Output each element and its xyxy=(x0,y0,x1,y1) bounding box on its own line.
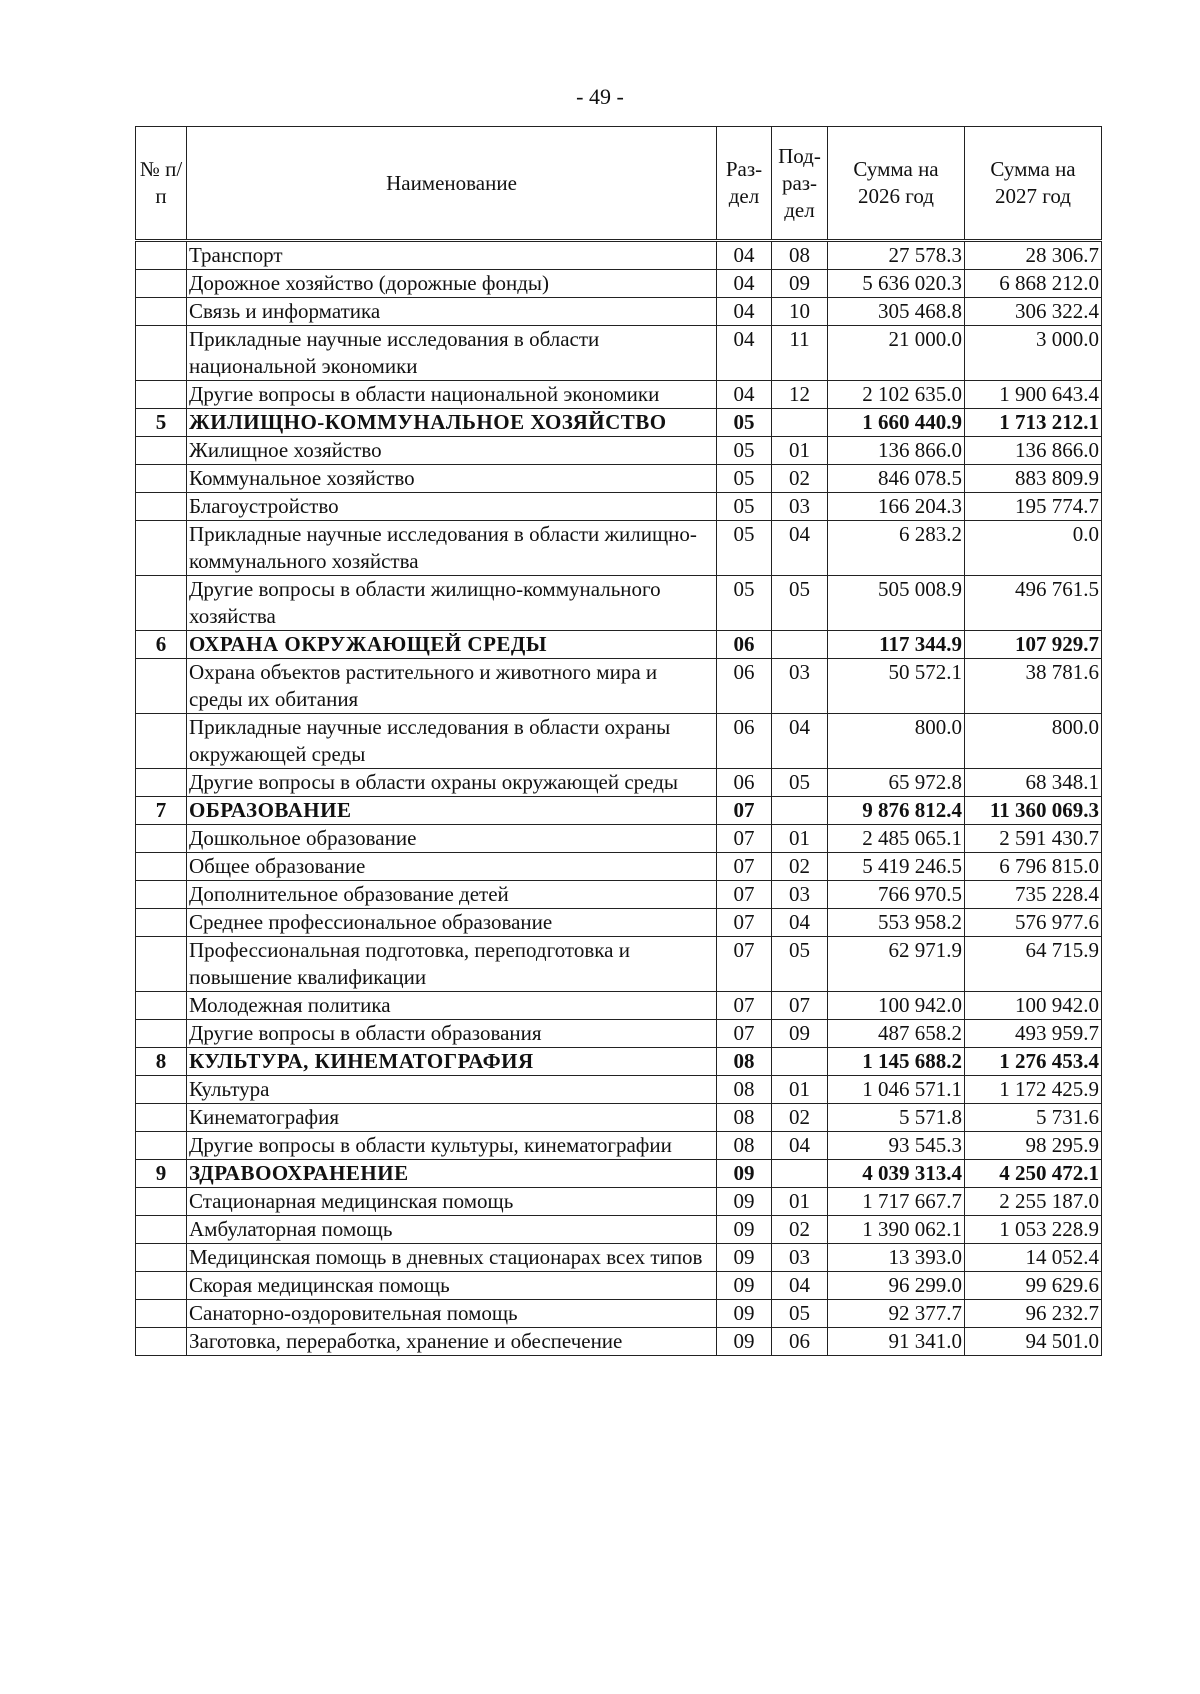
row-sum-2026: 27 578.3 xyxy=(828,241,965,270)
row-razdel: 09 xyxy=(717,1188,772,1216)
row-sum-2026: 1 717 667.7 xyxy=(828,1188,965,1216)
row-razdel: 07 xyxy=(717,825,772,853)
row-name: Дошкольное образование xyxy=(187,825,717,853)
row-razdel: 09 xyxy=(717,1272,772,1300)
row-number xyxy=(136,881,187,909)
row-name: Другие вопросы в области жилищно-коммунального хозяйства xyxy=(187,576,717,631)
row-sum-2026: 100 942.0 xyxy=(828,992,965,1020)
row-sum-2026: 5 571.8 xyxy=(828,1104,965,1132)
row-number xyxy=(136,1132,187,1160)
row-name: Скорая медицинская помощь xyxy=(187,1272,717,1300)
row-sum-2027: 883 809.9 xyxy=(965,465,1102,493)
row-podrazdel: 04 xyxy=(772,909,828,937)
row-name: Прикладные научные исследования в области жилищно-коммунального хозяйства xyxy=(187,521,717,576)
table-row xyxy=(136,1188,1102,1216)
row-name: Другие вопросы в области культуры, кинематографии xyxy=(187,1132,717,1160)
row-razdel: 09 xyxy=(717,1160,772,1188)
table-row xyxy=(136,1076,1102,1104)
row-podrazdel: 02 xyxy=(772,1216,828,1244)
row-number xyxy=(136,825,187,853)
row-sum-2026: 9 876 812.4 xyxy=(828,797,965,825)
row-sum-2026: 93 545.3 xyxy=(828,1132,965,1160)
row-sum-2027: 99 629.6 xyxy=(965,1272,1102,1300)
table-row xyxy=(136,437,1102,465)
row-sum-2027: 136 866.0 xyxy=(965,437,1102,465)
row-podrazdel: 10 xyxy=(772,298,828,326)
header-name: Наименование xyxy=(187,127,717,241)
row-sum-2027: 100 942.0 xyxy=(965,992,1102,1020)
row-sum-2026: 166 204.3 xyxy=(828,493,965,521)
table-row xyxy=(136,825,1102,853)
table-row xyxy=(136,521,1102,576)
row-number xyxy=(136,769,187,797)
row-number: 8 xyxy=(136,1048,187,1076)
row-podrazdel xyxy=(772,1048,828,1076)
row-podrazdel: 04 xyxy=(772,714,828,769)
row-number: 6 xyxy=(136,631,187,659)
row-sum-2026: 96 299.0 xyxy=(828,1272,965,1300)
row-name: Благоустройство xyxy=(187,493,717,521)
row-podrazdel: 02 xyxy=(772,465,828,493)
row-sum-2026: 2 485 065.1 xyxy=(828,825,965,853)
table-row xyxy=(136,937,1102,992)
row-number xyxy=(136,1300,187,1328)
table-row xyxy=(136,270,1102,298)
row-podrazdel: 08 xyxy=(772,241,828,270)
row-razdel: 04 xyxy=(717,298,772,326)
row-sum-2027: 1 900 643.4 xyxy=(965,381,1102,409)
row-name: Медицинская помощь в дневных стационарах всех типов xyxy=(187,1244,717,1272)
row-sum-2026: 1 390 062.1 xyxy=(828,1216,965,1244)
row-sum-2026: 553 958.2 xyxy=(828,909,965,937)
row-podrazdel: 04 xyxy=(772,1132,828,1160)
row-podrazdel: 04 xyxy=(772,1272,828,1300)
row-sum-2027: 306 322.4 xyxy=(965,298,1102,326)
row-name: ОБРАЗОВАНИЕ xyxy=(187,797,717,825)
row-razdel: 05 xyxy=(717,465,772,493)
row-number: 7 xyxy=(136,797,187,825)
table-row xyxy=(136,1300,1102,1328)
row-name: Прикладные научные исследования в области национальной экономики xyxy=(187,326,717,381)
row-sum-2027: 6 868 212.0 xyxy=(965,270,1102,298)
row-razdel: 07 xyxy=(717,1020,772,1048)
row-name: Общее образование xyxy=(187,853,717,881)
row-name: Связь и информатика xyxy=(187,298,717,326)
row-razdel: 07 xyxy=(717,909,772,937)
row-number xyxy=(136,465,187,493)
row-sum-2026: 21 000.0 xyxy=(828,326,965,381)
row-sum-2026: 800.0 xyxy=(828,714,965,769)
row-name: Другие вопросы в области национальной экономики xyxy=(187,381,717,409)
row-razdel: 06 xyxy=(717,631,772,659)
row-razdel: 04 xyxy=(717,381,772,409)
row-sum-2027: 94 501.0 xyxy=(965,1328,1102,1356)
row-number xyxy=(136,714,187,769)
row-sum-2026: 1 660 440.9 xyxy=(828,409,965,437)
row-sum-2026: 487 658.2 xyxy=(828,1020,965,1048)
row-name: Культура xyxy=(187,1076,717,1104)
row-podrazdel: 02 xyxy=(772,853,828,881)
row-sum-2027: 1 276 453.4 xyxy=(965,1048,1102,1076)
row-sum-2027: 1 172 425.9 xyxy=(965,1076,1102,1104)
table-row xyxy=(136,1216,1102,1244)
row-podrazdel: 03 xyxy=(772,1244,828,1272)
row-name: Транспорт xyxy=(187,241,717,270)
row-number xyxy=(136,1272,187,1300)
table-row xyxy=(136,714,1102,769)
row-sum-2027: 6 796 815.0 xyxy=(965,853,1102,881)
row-razdel: 05 xyxy=(717,576,772,631)
row-podrazdel: 03 xyxy=(772,881,828,909)
row-podrazdel: 01 xyxy=(772,1188,828,1216)
row-number xyxy=(136,521,187,576)
row-podrazdel: 09 xyxy=(772,1020,828,1048)
table-row xyxy=(136,465,1102,493)
table-row xyxy=(136,326,1102,381)
row-sum-2026: 846 078.5 xyxy=(828,465,965,493)
row-name: Дополнительное образование детей xyxy=(187,881,717,909)
row-number xyxy=(136,1188,187,1216)
row-number xyxy=(136,659,187,714)
row-number xyxy=(136,493,187,521)
row-number xyxy=(136,1076,187,1104)
row-razdel: 07 xyxy=(717,937,772,992)
row-sum-2026: 92 377.7 xyxy=(828,1300,965,1328)
table-row xyxy=(136,853,1102,881)
row-sum-2027: 576 977.6 xyxy=(965,909,1102,937)
row-razdel: 05 xyxy=(717,521,772,576)
row-sum-2026: 1 145 688.2 xyxy=(828,1048,965,1076)
row-podrazdel: 06 xyxy=(772,1328,828,1356)
header-num: № п/п xyxy=(136,127,187,241)
row-podrazdel xyxy=(772,631,828,659)
row-sum-2026: 1 046 571.1 xyxy=(828,1076,965,1104)
row-podrazdel: 09 xyxy=(772,270,828,298)
row-sum-2026: 5 636 020.3 xyxy=(828,270,965,298)
row-number xyxy=(136,298,187,326)
row-sum-2027: 800.0 xyxy=(965,714,1102,769)
row-razdel: 06 xyxy=(717,659,772,714)
row-number xyxy=(136,437,187,465)
row-name: Молодежная политика xyxy=(187,992,717,1020)
page-number: - 49 - xyxy=(576,84,624,109)
row-name: Стационарная медицинская помощь xyxy=(187,1188,717,1216)
row-razdel: 07 xyxy=(717,797,772,825)
row-sum-2027: 195 774.7 xyxy=(965,493,1102,521)
table-row xyxy=(136,1328,1102,1356)
row-razdel: 07 xyxy=(717,881,772,909)
row-sum-2026: 65 972.8 xyxy=(828,769,965,797)
row-podrazdel: 12 xyxy=(772,381,828,409)
row-sum-2026: 117 344.9 xyxy=(828,631,965,659)
row-number xyxy=(136,1104,187,1132)
row-name: Санаторно-оздоровительная помощь xyxy=(187,1300,717,1328)
row-number xyxy=(136,241,187,270)
header-sum-2027: Сумма на 2027 год xyxy=(965,127,1102,241)
row-name: ОХРАНА ОКРУЖАЮЩЕЙ СРЕДЫ xyxy=(187,631,717,659)
row-sum-2027: 96 232.7 xyxy=(965,1300,1102,1328)
row-sum-2026: 505 008.9 xyxy=(828,576,965,631)
row-name: Коммунальное хозяйство xyxy=(187,465,717,493)
row-sum-2027: 1 053 228.9 xyxy=(965,1216,1102,1244)
table-row xyxy=(136,1020,1102,1048)
table-row xyxy=(136,493,1102,521)
table-row xyxy=(136,1272,1102,1300)
row-name: Прикладные научные исследования в области охраны окружающей среды xyxy=(187,714,717,769)
row-podrazdel: 03 xyxy=(772,493,828,521)
row-podrazdel: 01 xyxy=(772,437,828,465)
row-podrazdel: 04 xyxy=(772,521,828,576)
row-sum-2027: 735 228.4 xyxy=(965,881,1102,909)
row-sum-2027: 28 306.7 xyxy=(965,241,1102,270)
row-razdel: 04 xyxy=(717,270,772,298)
header-razdel: Раз-дел xyxy=(717,127,772,241)
row-number xyxy=(136,1216,187,1244)
table-row xyxy=(136,909,1102,937)
row-sum-2027: 98 295.9 xyxy=(965,1132,1102,1160)
row-razdel: 09 xyxy=(717,1328,772,1356)
row-sum-2027: 0.0 xyxy=(965,521,1102,576)
row-number: 5 xyxy=(136,409,187,437)
row-sum-2027: 64 715.9 xyxy=(965,937,1102,992)
row-podrazdel: 02 xyxy=(772,1104,828,1132)
row-sum-2026: 4 039 313.4 xyxy=(828,1160,965,1188)
table-row xyxy=(136,881,1102,909)
row-name: Кинематография xyxy=(187,1104,717,1132)
budget-table xyxy=(135,126,1102,1356)
row-sum-2026: 766 970.5 xyxy=(828,881,965,909)
row-sum-2027: 496 761.5 xyxy=(965,576,1102,631)
section-row xyxy=(136,1160,1102,1188)
row-sum-2027: 107 929.7 xyxy=(965,631,1102,659)
table-row xyxy=(136,241,1102,270)
row-podrazdel xyxy=(772,797,828,825)
row-razdel: 08 xyxy=(717,1048,772,1076)
table-row xyxy=(136,381,1102,409)
row-podrazdel: 01 xyxy=(772,1076,828,1104)
row-number xyxy=(136,992,187,1020)
table-row xyxy=(136,769,1102,797)
row-podrazdel: 05 xyxy=(772,937,828,992)
table-row xyxy=(136,1104,1102,1132)
row-number xyxy=(136,909,187,937)
row-sum-2027: 4 250 472.1 xyxy=(965,1160,1102,1188)
row-razdel: 09 xyxy=(717,1216,772,1244)
row-number xyxy=(136,1020,187,1048)
row-name: Охрана объектов растительного и животного мира и среды их обитания xyxy=(187,659,717,714)
table-row xyxy=(136,659,1102,714)
row-sum-2026: 2 102 635.0 xyxy=(828,381,965,409)
row-name: Жилищное хозяйство xyxy=(187,437,717,465)
row-podrazdel: 01 xyxy=(772,825,828,853)
row-number xyxy=(136,576,187,631)
row-sum-2026: 50 572.1 xyxy=(828,659,965,714)
row-podrazdel: 05 xyxy=(772,576,828,631)
row-razdel: 06 xyxy=(717,714,772,769)
section-row xyxy=(136,1048,1102,1076)
row-name: Профессиональная подготовка, переподготовка и повышение квалификации xyxy=(187,937,717,992)
row-razdel: 08 xyxy=(717,1132,772,1160)
row-razdel: 07 xyxy=(717,992,772,1020)
row-razdel: 08 xyxy=(717,1104,772,1132)
row-razdel: 08 xyxy=(717,1076,772,1104)
row-razdel: 06 xyxy=(717,769,772,797)
row-sum-2027: 3 000.0 xyxy=(965,326,1102,381)
row-number xyxy=(136,937,187,992)
row-podrazdel: 05 xyxy=(772,769,828,797)
row-number: 9 xyxy=(136,1160,187,1188)
row-razdel: 05 xyxy=(717,437,772,465)
row-sum-2027: 68 348.1 xyxy=(965,769,1102,797)
section-row xyxy=(136,631,1102,659)
table-row xyxy=(136,576,1102,631)
row-sum-2026: 5 419 246.5 xyxy=(828,853,965,881)
row-podrazdel xyxy=(772,409,828,437)
row-sum-2027: 2 591 430.7 xyxy=(965,825,1102,853)
row-podrazdel xyxy=(772,1160,828,1188)
row-razdel: 05 xyxy=(717,493,772,521)
row-name: Другие вопросы в области образования xyxy=(187,1020,717,1048)
row-podrazdel: 07 xyxy=(772,992,828,1020)
row-sum-2026: 6 283.2 xyxy=(828,521,965,576)
row-razdel: 04 xyxy=(717,326,772,381)
row-number xyxy=(136,270,187,298)
row-sum-2026: 136 866.0 xyxy=(828,437,965,465)
row-sum-2026: 62 971.9 xyxy=(828,937,965,992)
row-sum-2027: 38 781.6 xyxy=(965,659,1102,714)
row-razdel: 04 xyxy=(717,241,772,270)
row-razdel: 07 xyxy=(717,853,772,881)
row-number xyxy=(136,1328,187,1356)
row-sum-2027: 493 959.7 xyxy=(965,1020,1102,1048)
row-razdel: 09 xyxy=(717,1300,772,1328)
row-sum-2027: 14 052.4 xyxy=(965,1244,1102,1272)
row-sum-2026: 91 341.0 xyxy=(828,1328,965,1356)
section-row xyxy=(136,797,1102,825)
row-name: Дорожное хозяйство (дорожные фонды) xyxy=(187,270,717,298)
row-sum-2027: 5 731.6 xyxy=(965,1104,1102,1132)
row-name: ЖИЛИЩНО-КОММУНАЛЬНОЕ ХОЗЯЙСТВО xyxy=(187,409,717,437)
row-razdel: 05 xyxy=(717,409,772,437)
section-row xyxy=(136,409,1102,437)
row-name: Заготовка, переработка, хранение и обеспечение xyxy=(187,1328,717,1356)
row-sum-2026: 13 393.0 xyxy=(828,1244,965,1272)
row-number xyxy=(136,381,187,409)
row-name: Амбулаторная помощь xyxy=(187,1216,717,1244)
table-row xyxy=(136,298,1102,326)
row-sum-2027: 11 360 069.3 xyxy=(965,797,1102,825)
row-name: ЗДРАВООХРАНЕНИЕ xyxy=(187,1160,717,1188)
row-sum-2027: 1 713 212.1 xyxy=(965,409,1102,437)
row-sum-2026: 305 468.8 xyxy=(828,298,965,326)
row-sum-2027: 2 255 187.0 xyxy=(965,1188,1102,1216)
budget-table-body xyxy=(136,241,1102,1356)
row-razdel: 09 xyxy=(717,1244,772,1272)
header-podrazdel: Под-раз-дел xyxy=(772,127,828,241)
row-number xyxy=(136,1244,187,1272)
table-row xyxy=(136,1244,1102,1272)
row-name: КУЛЬТУРА, КИНЕМАТОГРАФИЯ xyxy=(187,1048,717,1076)
row-name: Среднее профессиональное образование xyxy=(187,909,717,937)
header-sum-2026: Сумма на 2026 год xyxy=(828,127,965,241)
row-podrazdel: 11 xyxy=(772,326,828,381)
row-name: Другие вопросы в области охраны окружающей среды xyxy=(187,769,717,797)
table-header-row xyxy=(136,127,1102,241)
row-number xyxy=(136,853,187,881)
row-podrazdel: 05 xyxy=(772,1300,828,1328)
table-row xyxy=(136,1132,1102,1160)
table-row xyxy=(136,992,1102,1020)
row-number xyxy=(136,326,187,381)
row-podrazdel: 03 xyxy=(772,659,828,714)
